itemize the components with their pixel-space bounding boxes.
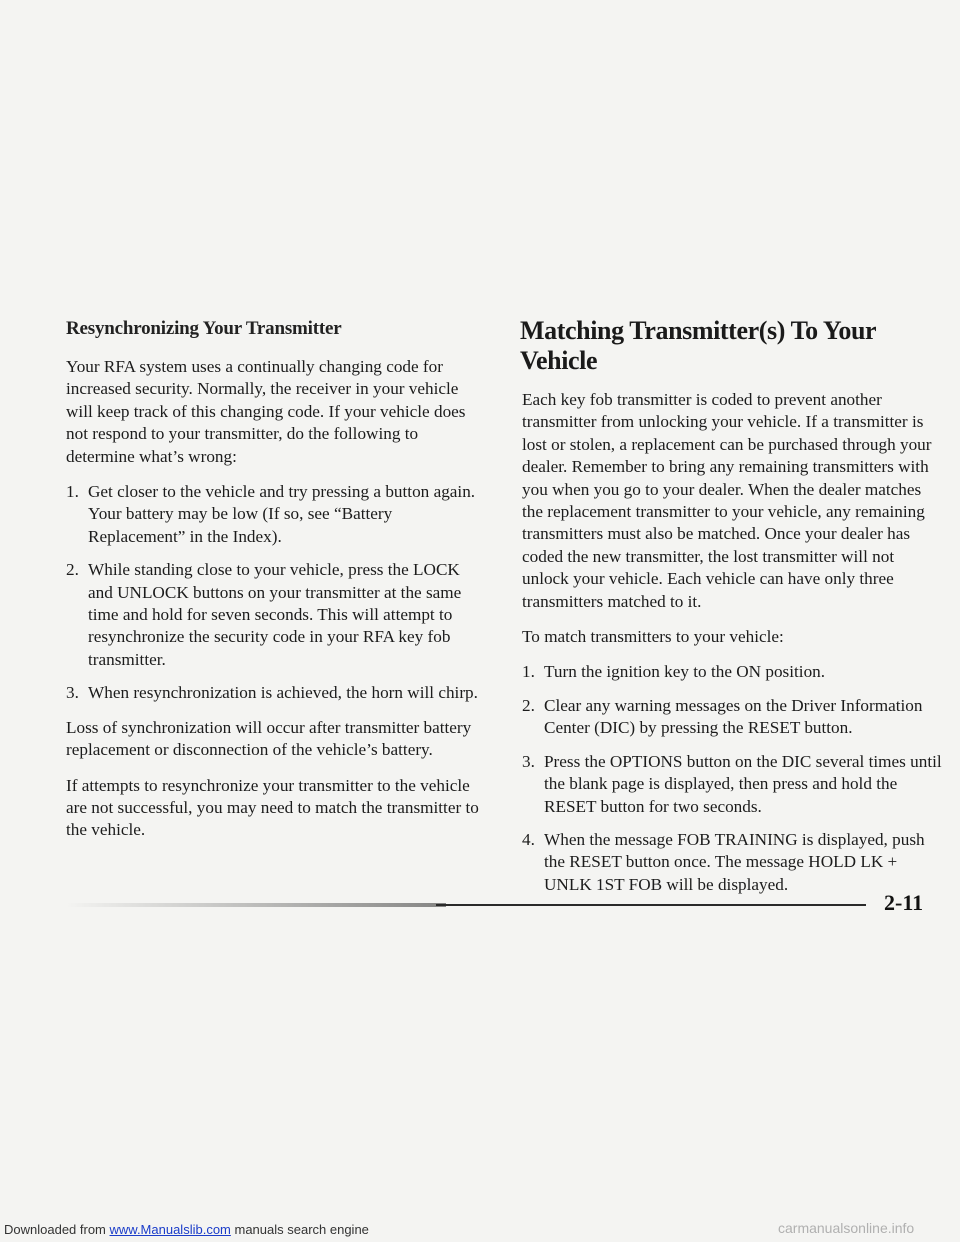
resync-steps	[66, 481, 486, 705]
list-item	[522, 751, 942, 818]
step-number: 1.	[66, 482, 79, 502]
footer-rule-fade	[66, 903, 446, 907]
left-column	[66, 318, 486, 855]
step-number: 2.	[522, 695, 535, 715]
step-text: Get closer to the vehicle and try pressing a button again. Your battery may be low (If so, see “Battery Replacement” in the Index).	[88, 482, 476, 546]
page-number: 2-11	[884, 890, 924, 915]
step-text: When the message FOB TRAINING is displayed, push the RESET button once. The message HOLD LK + UNLK 1ST FOB will be displayed.	[544, 829, 925, 894]
list-item	[66, 559, 486, 671]
step-number: 1.	[522, 662, 535, 682]
download-footer	[4, 1222, 369, 1237]
list-item	[66, 481, 486, 548]
footer-suffix: manuals search engine	[230, 1222, 369, 1237]
step-number: 2.	[66, 560, 79, 580]
step-text: Press the OPTIONS button on the DIC several times until the blank page is displayed, then press and hold the RESET button for two seconds.	[544, 751, 942, 816]
manualslib-link[interactable]: www.Manualslib.com	[109, 1222, 231, 1237]
resync-fail-paragraph: If attempts to resynchronize your transmitter to the vehicle are not successful, you may need to match the transmitter to the vehicle.	[66, 775, 479, 840]
sync-loss-paragraph: Loss of synchronization will occur after transmitter battery replacement or disconnection of the vehicle’s battery.	[66, 717, 472, 760]
list-item	[522, 829, 942, 896]
step-text: Clear any warning messages on the Driver Information Center (DIC) by pressing the RESET button.	[544, 695, 923, 738]
list-item	[66, 682, 486, 704]
footer-prefix: Downloaded from	[4, 1222, 110, 1237]
list-item	[522, 661, 942, 683]
list-item	[522, 695, 942, 740]
watermark-brand: carmanualsonline.info	[778, 1220, 915, 1236]
step-number: 4.	[522, 829, 535, 849]
matching-steps	[522, 661, 942, 896]
right-column	[522, 316, 942, 908]
step-number: 3.	[522, 751, 535, 771]
step-text: When resynchronization is achieved, the horn will chirp.	[88, 683, 478, 703]
step-text: Turn the ignition key to the ON position.	[544, 662, 826, 682]
footer-rule	[436, 904, 866, 906]
resync-intro: Your RFA system uses a continually changing code for increased security. Normally, the receiver in your vehicle will keep track of this changing code. If your vehicle does not respond to your transmitter, do the following to determine what’s wrong:	[66, 357, 466, 466]
matching-heading: Matching Transmitter(s) To Your Vehicle	[520, 316, 876, 375]
step-text: While standing close to your vehicle, press the LOCK and UNLOCK buttons on your transmitter at the same time and hold for seven seconds. This will attempt to resynchronize the security code in your RFA key fob transmitter.	[88, 560, 462, 669]
matching-intro: Each key fob transmitter is coded to prevent another transmitter from unlocking your vehicle. If a transmitter is lost or stolen, a replacement can be purchased through your dealer. Remember to bring any remaining transmitters with you when you go to your dealer. When the dealer matches the replacement transmitter to your vehicle, any remaining transmitters must also be matched. Once your dealer has coded the new transmitter, the lost transmitter will not unlock your vehicle. Each vehicle can have only three transmitters matched to it.	[522, 390, 932, 611]
step-number: 3.	[66, 683, 79, 703]
resync-subheading: Resynchronizing Your Transmitter	[66, 318, 342, 339]
matching-lead: To match transmitters to your vehicle:	[522, 627, 784, 647]
